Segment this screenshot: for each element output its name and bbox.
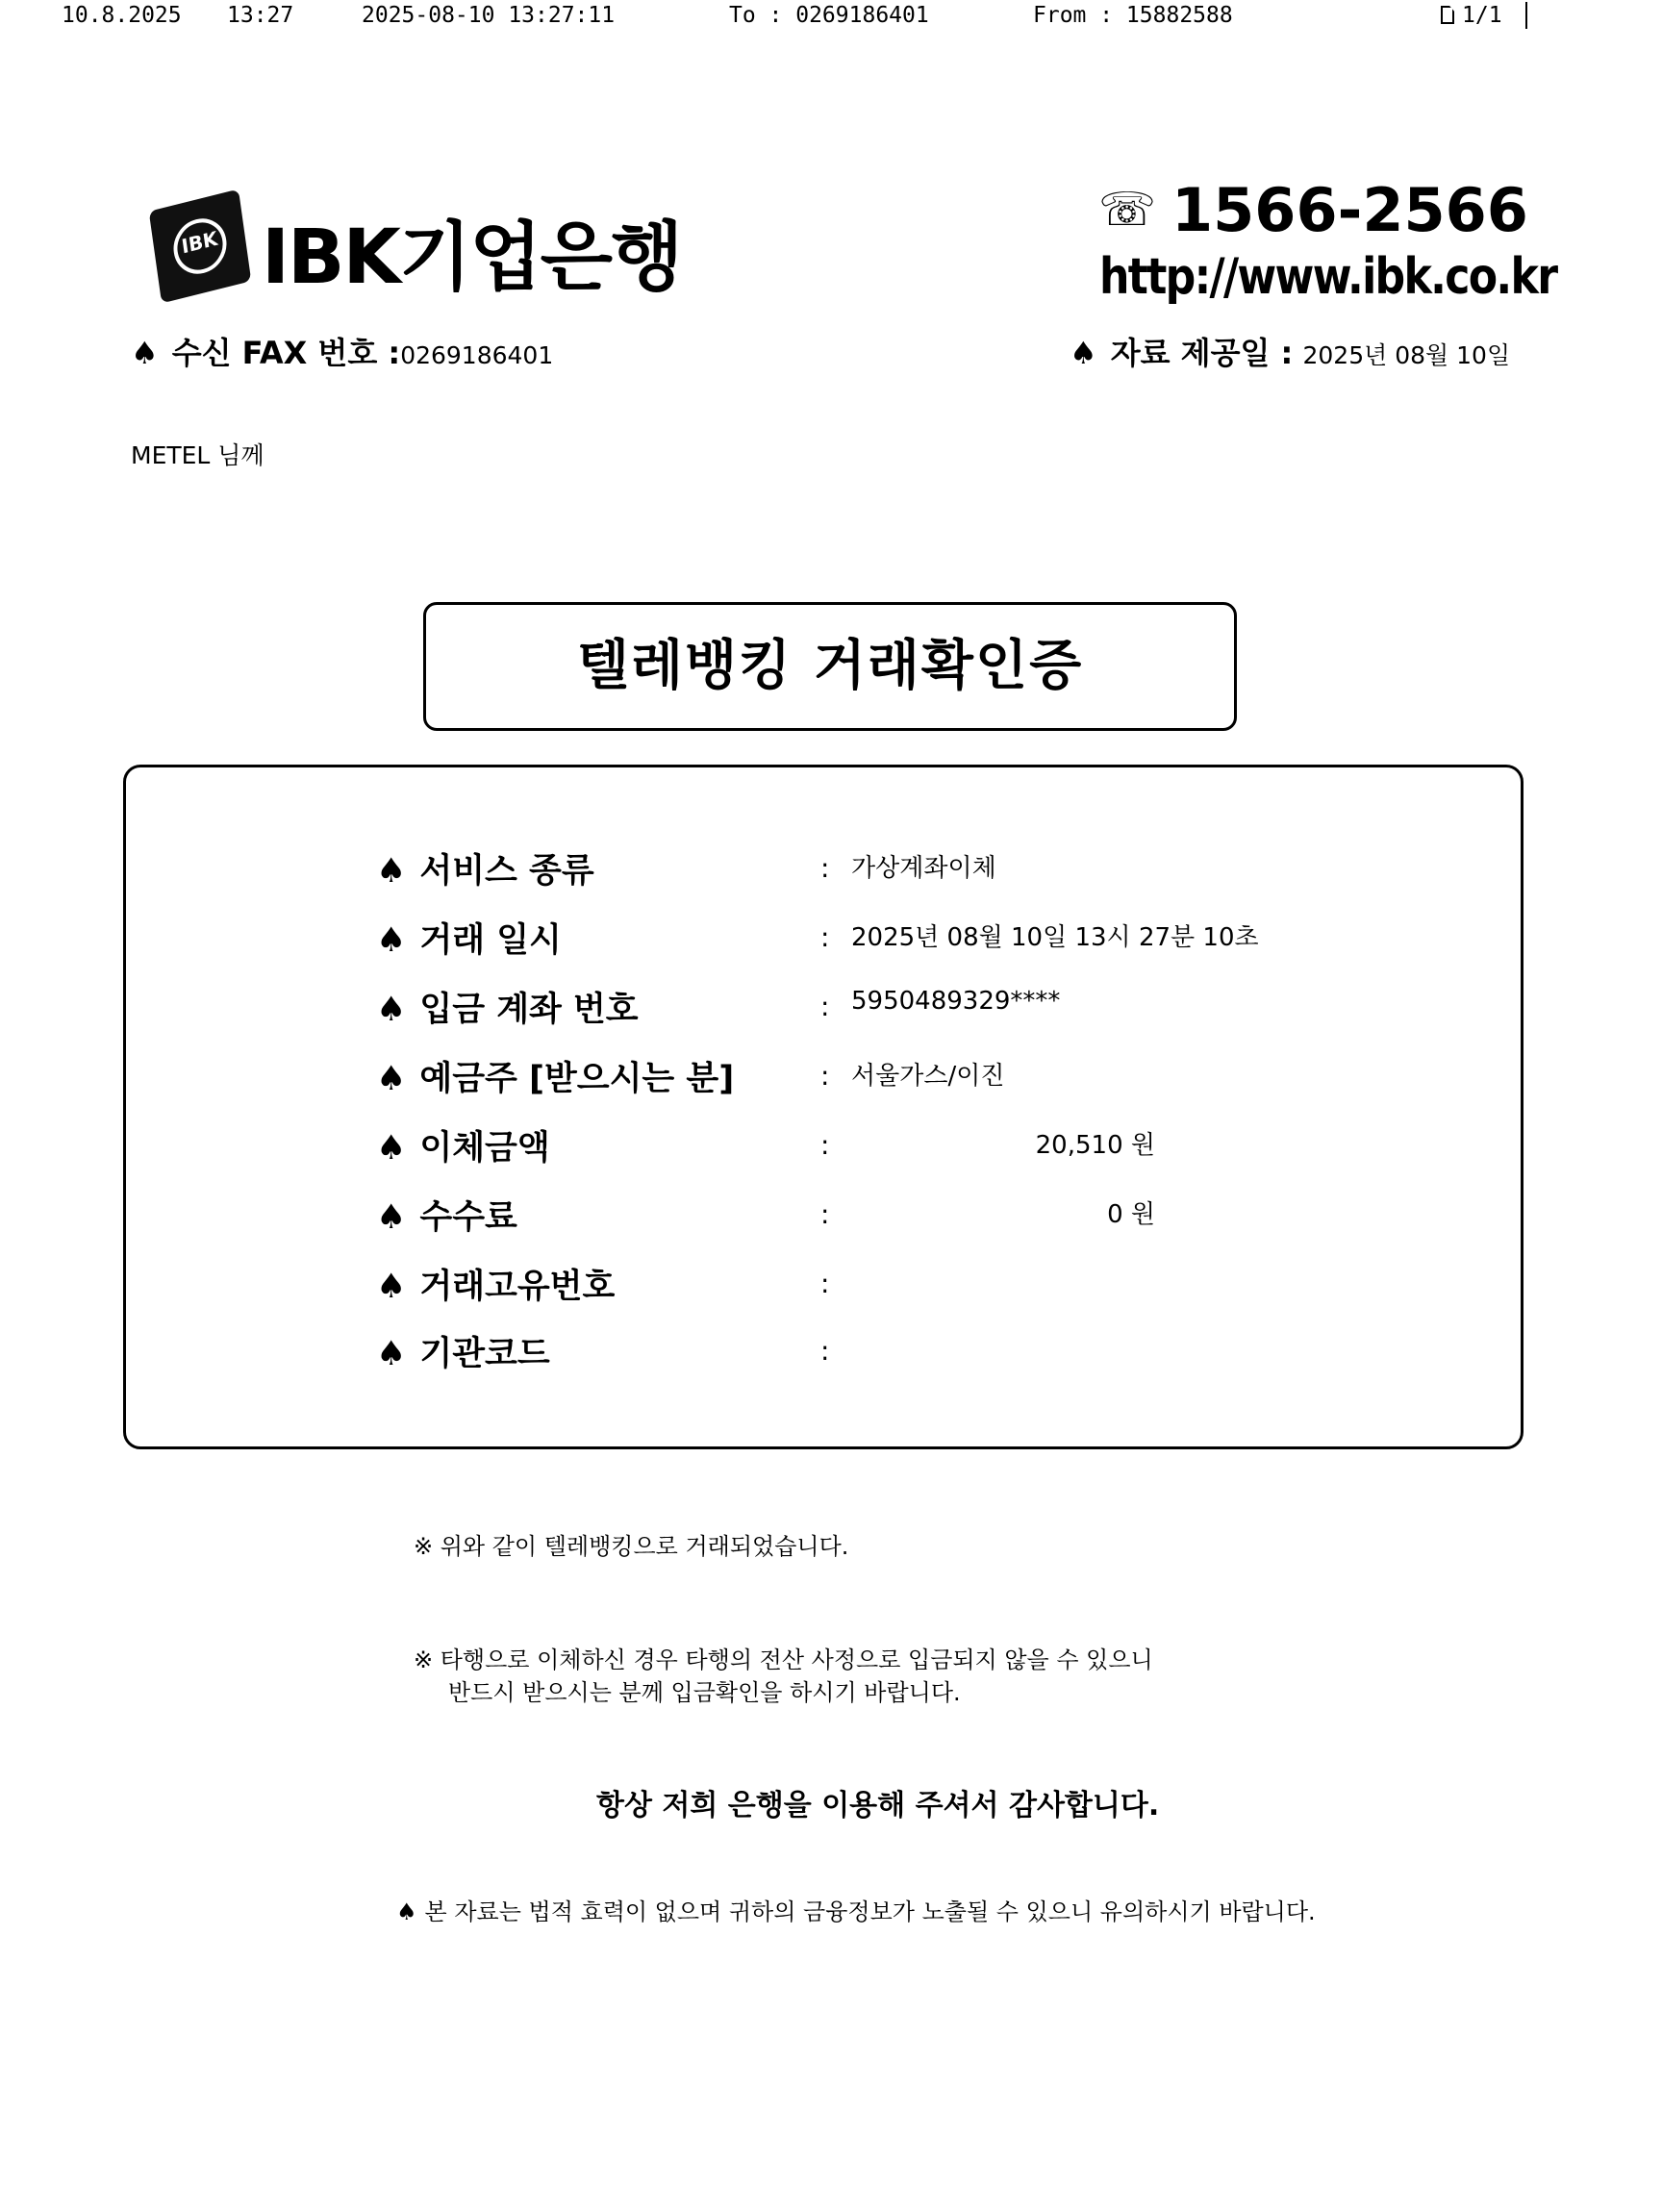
spade-icon: ♠ (376, 1060, 407, 1098)
fax-timestamp: 2025-08-10 13:27:11 (362, 3, 616, 28)
detail-colon: : (820, 1335, 830, 1367)
detail-colon: : (820, 1129, 830, 1161)
detail-colon: : (820, 852, 830, 884)
spade-icon: ♠ (1070, 335, 1097, 371)
fax-header (0, 0, 1662, 38)
website-url: http://www.ibk.co.kr (1099, 248, 1557, 306)
page-icon (1441, 6, 1454, 24)
fee-amount: 0 원 (1107, 1200, 1155, 1229)
details-box (123, 765, 1524, 1449)
spade-icon: ♠ (396, 1898, 417, 1925)
detail-value: 가상계좌이체 (851, 854, 996, 883)
spade-icon: ♠ (376, 852, 407, 891)
detail-colon: : (820, 991, 830, 1022)
spade-icon: ♠ (376, 1268, 407, 1306)
detail-value: 서울가스/이진 (851, 1062, 1005, 1091)
detail-label: ♠ 입금 계좌 번호 (376, 991, 639, 1029)
provide-date-row (1070, 329, 1510, 373)
notice-line-1: ※ 위와 같이 텔레뱅킹으로 거래되었습니다. (414, 1533, 849, 1560)
spade-icon: ♠ (376, 991, 407, 1029)
fax-page-number: 1/1 (1462, 3, 1502, 28)
detail-colon: : (820, 1268, 830, 1299)
detail-colon: : (820, 921, 830, 953)
footer-text: 본 자료는 법적 효력이 없으며 귀하의 금융정보가 노출될 수 있으니 유의하시기 바랍니다. (424, 1898, 1316, 1925)
detail-label: ♠ 수수료 (376, 1198, 517, 1237)
spade-icon: ♠ (376, 1198, 407, 1237)
ibk-logo-icon (149, 189, 252, 304)
detail-label: ♠ 거래고유번호 (376, 1268, 616, 1306)
detail-label: ♠ 거래 일시 (376, 921, 562, 960)
document-title: 텔레뱅킹 거래확인증 (576, 635, 1084, 697)
spade-icon: ♠ (376, 1129, 407, 1168)
detail-colon: : (820, 1060, 830, 1092)
detail-value: 2025년 08월 10일 13시 27분 10초 (851, 923, 1259, 952)
spade-icon: ♠ (376, 921, 407, 960)
provide-date-label: 자료 제공일 : (1110, 335, 1294, 371)
footer-disclaimer (396, 1893, 1316, 1926)
detail-colon: : (820, 1198, 830, 1230)
spade-icon: ♠ (131, 335, 159, 371)
fax-number-label: 수신 FAX 번호 : (171, 335, 401, 371)
fax-number-row (131, 329, 553, 373)
phone-icon: ☏ (1098, 183, 1157, 237)
detail-label: ♠ 기관코드 (376, 1335, 550, 1373)
logo-mark-text: IBK (180, 226, 219, 259)
detail-label: ♠ 서비스 종류 (376, 852, 594, 891)
provide-date-value: 2025년 08월 10일 (1302, 341, 1511, 369)
detail-label: ♠ 이체금액 (376, 1129, 550, 1168)
fax-page (1441, 3, 1502, 28)
notice-line-3: 반드시 받으시는 분께 입금확인을 하시기 바랍니다. (448, 1679, 961, 1706)
notice-line-2: ※ 타행으로 이체하신 경우 타행의 전산 사정으로 입금되지 않을 수 있으니 (414, 1646, 1153, 1673)
thanks-message: 항상 저희 은행을 이용해 주셔서 감사합니다. (596, 1789, 1160, 1822)
fax-from: From : 15882588 (1033, 3, 1233, 28)
cursor-mark (1525, 2, 1527, 29)
fax-number-value: 0269186401 (400, 341, 554, 369)
recipient: METEL 님께 (131, 441, 264, 469)
fax-time: 13:27 (227, 3, 294, 28)
spade-icon: ♠ (376, 1335, 407, 1373)
bank-name: IBK기업은행 (262, 214, 682, 301)
phone-number-text: 1566-2566 (1171, 175, 1528, 245)
phone-number (1098, 175, 1528, 245)
transfer-amount: 20,510 원 (1035, 1131, 1155, 1160)
title-box (423, 602, 1237, 731)
detail-value: 5950489329**** (851, 987, 1061, 1016)
fax-to: To : 0269186401 (729, 3, 929, 28)
detail-label: ♠ 예금주 [받으시는 분] (376, 1060, 735, 1098)
fax-date: 10.8.2025 (62, 3, 182, 28)
